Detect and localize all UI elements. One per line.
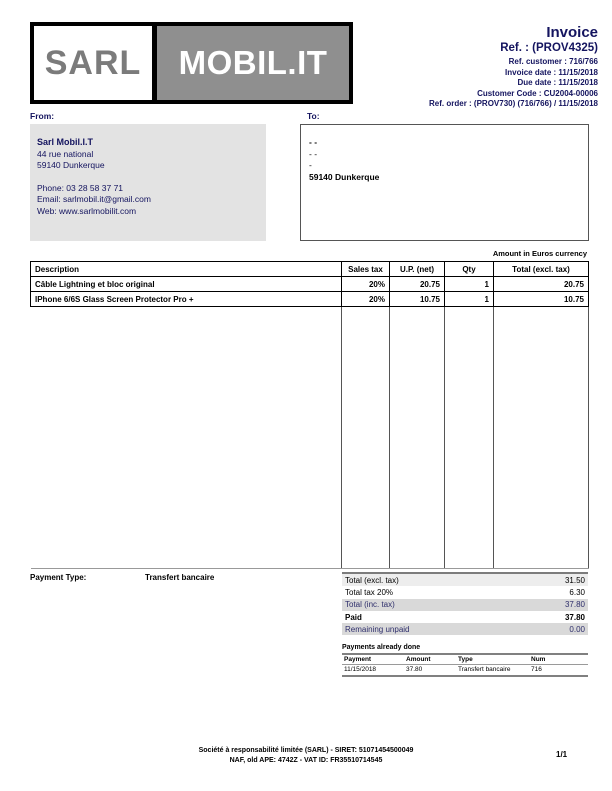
item-row: [31, 292, 589, 307]
total-excl-tax-label: Total (excl. tax): [345, 575, 399, 585]
footer-line1: Société à responsabilité limitée (SARL) - SIRET: 51071454500049: [198, 747, 414, 754]
seller-address-line1: 44 rue national: [37, 148, 94, 159]
due-date: Due date : 11/15/2018: [517, 78, 598, 87]
to-label: To:: [307, 111, 320, 121]
seller-email: Email: sarlmobil.it@gmail.com: [37, 194, 151, 204]
payments-done-section: [342, 644, 588, 677]
col-payment: Payment: [342, 654, 404, 665]
payments-done-title: Payments already done: [342, 644, 421, 651]
invoice-date: Invoice date : 11/15/2018: [505, 67, 598, 77]
item-qty: 1: [445, 277, 494, 292]
payment-date: 11/15/2018: [344, 666, 377, 673]
logo-sarl-text: SARL: [44, 43, 142, 82]
col-amount: Amount: [404, 654, 456, 665]
total-tax-row: [342, 586, 588, 598]
seller-phone: Phone: 03 28 58 37 71: [37, 182, 124, 193]
col-qty: Qty: [445, 262, 494, 277]
company-logo: [30, 22, 353, 104]
item-total: 10.75: [494, 292, 589, 307]
payment-type-label: Payment Type:: [30, 573, 87, 582]
buyer-line1: - -: [309, 137, 318, 147]
item-row: [31, 277, 589, 292]
total-tax-label: Total tax 20%: [345, 587, 394, 597]
total-excl-tax-value: 31.50: [564, 575, 585, 585]
col-type: Type: [456, 654, 529, 665]
to-box: [300, 124, 589, 241]
item-description: IPhone 6/6S Glass Screen Protector Pro +: [31, 292, 342, 307]
payment-type-value: Transfert bancaire: [145, 573, 215, 582]
col-up-net: U.P. (net): [390, 262, 445, 277]
buyer-line2: - -: [309, 148, 318, 159]
item-description: Câble Lightning et bloc original: [31, 277, 342, 292]
from-label: From:: [30, 111, 55, 121]
item-up-net: 20.75: [390, 277, 445, 292]
total-inc-tax-label: Total (inc. tax): [345, 600, 395, 610]
total-tax-value: 6.30: [569, 587, 585, 597]
items-header-row: [31, 262, 589, 277]
col-total: Total (excl. tax): [494, 262, 589, 277]
payments-header-row: [342, 654, 588, 665]
item-sales-tax: 20%: [342, 277, 390, 292]
seller-address-line2: 59140 Dunkerque: [37, 160, 105, 170]
item-total: 20.75: [494, 277, 589, 292]
col-sales-tax: Sales tax: [342, 262, 390, 277]
logo-mobilit-block: [157, 26, 349, 100]
remaining-unpaid-label: Remaining unpaid: [345, 624, 410, 634]
invoice-header: [429, 24, 598, 110]
col-num: Num: [529, 654, 588, 665]
spacer: [37, 172, 260, 183]
payment-row: [342, 665, 588, 677]
footer-line2: NAF, old APE: 4742Z - VAT ID: FR35510714545: [229, 757, 383, 764]
buyer-city: 59140 Dunkerque: [309, 171, 380, 182]
payment-amount: 37.80: [406, 666, 423, 673]
total-inc-tax-value: 37.80: [564, 600, 585, 610]
page-number: 1/1: [556, 750, 568, 759]
items-empty-space: [31, 307, 589, 569]
total-inc-tax-row: [342, 599, 588, 611]
payments-done-table: [342, 653, 588, 677]
from-box: [30, 124, 266, 241]
legal-footer: [0, 746, 612, 766]
payment-num: 716: [531, 666, 542, 673]
seller-web: Web: www.sarlmobilit.com: [37, 205, 137, 216]
remaining-unpaid-value: 0.00: [569, 624, 585, 634]
buyer-line3: -: [309, 160, 312, 170]
seller-name: Sarl Mobil.I.T: [37, 137, 94, 147]
col-description: Description: [31, 262, 342, 277]
totals-table: [342, 572, 588, 635]
ref-order: Ref. order : (PROV730) (716/766) / 11/15/2018: [429, 99, 598, 108]
ref-customer: Ref. customer : 716/766: [508, 57, 598, 66]
paid-value: 37.80: [564, 612, 585, 622]
remaining-unpaid-row: [342, 623, 588, 635]
invoice-title: Invoice: [546, 24, 598, 41]
item-qty: 1: [445, 292, 494, 307]
invoice-ref: Ref. : (PROV4325): [500, 42, 598, 54]
currency-note: Amount in Euros currency: [492, 249, 587, 258]
customer-code: Customer Code : CU2004-00006: [477, 88, 598, 98]
item-up-net: 10.75: [390, 292, 445, 307]
paid-row: [342, 611, 588, 623]
items-table: [30, 261, 589, 569]
logo-mobilit-text: MOBIL.IT: [178, 44, 328, 81]
payment-type: Transfert bancaire: [458, 666, 511, 673]
invoice-meta: [429, 57, 598, 110]
item-sales-tax: 20%: [342, 292, 390, 307]
logo-sarl-block: [34, 26, 152, 100]
paid-label: Paid: [345, 612, 362, 622]
total-excl-tax-row: [342, 574, 588, 586]
